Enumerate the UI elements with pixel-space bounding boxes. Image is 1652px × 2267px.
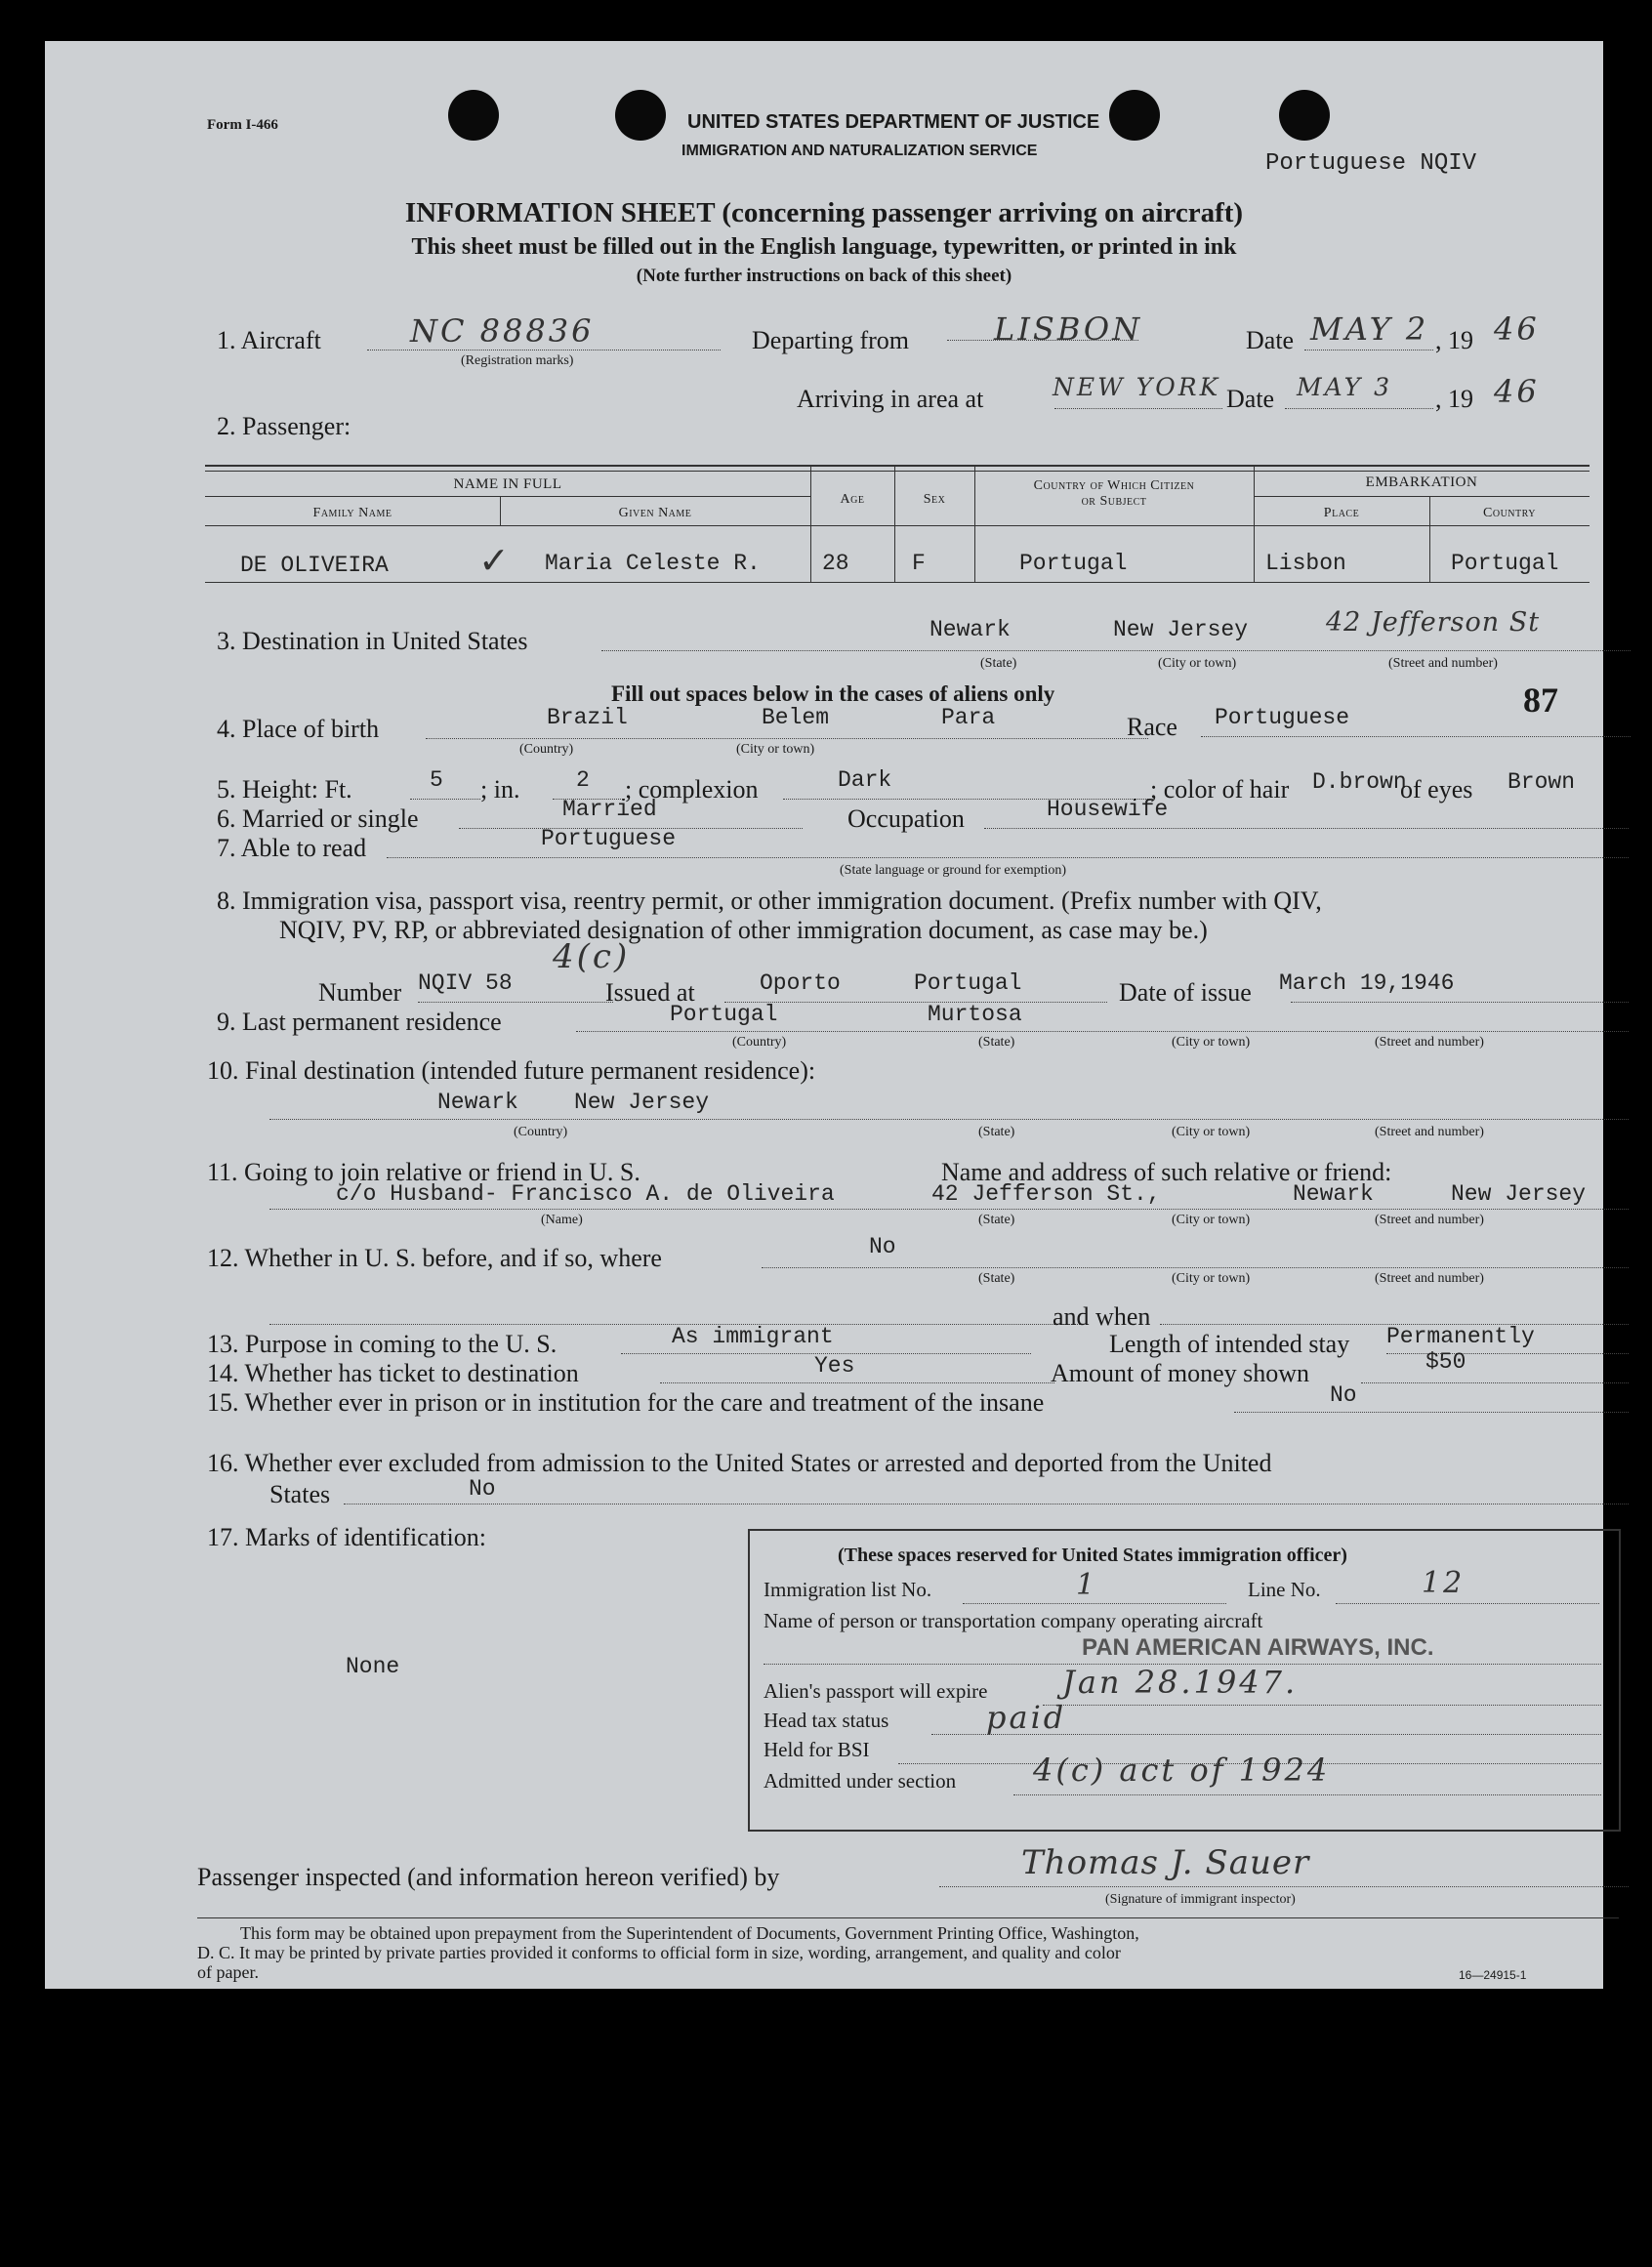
ticket-value: Yes: [814, 1353, 855, 1379]
document-annotation: 4(c): [553, 937, 631, 976]
instructions: This sheet must be filled out in the English language, typewritten, or printed in ink: [411, 234, 1237, 260]
stay-value: Permanently: [1386, 1324, 1535, 1349]
final-city: Newark: [437, 1090, 518, 1115]
eyes-label: of eyes: [1400, 775, 1473, 804]
read-caption: (State language or ground for exemption): [840, 863, 1067, 878]
head-tax-value: paid: [986, 1699, 1067, 1736]
excluded-label-line2: States: [269, 1480, 331, 1508]
caption-street: (Street and number): [1375, 1271, 1484, 1286]
hair-value: D.brown: [1312, 769, 1407, 795]
birthplace-label: 4. Place of birth: [217, 715, 380, 743]
previous-visit-value: No: [869, 1234, 896, 1259]
embarkation-place-value: Lisbon: [1265, 551, 1346, 576]
destination-city: New Jersey: [1113, 617, 1249, 642]
admitted-value: 4(c) act of 1924: [1033, 1752, 1331, 1789]
and-when-label: and when: [1053, 1302, 1151, 1331]
caption-state: (State): [980, 656, 1017, 671]
birth-country: Brazil: [547, 705, 628, 730]
corner-note: Portuguese NQIV: [1265, 150, 1477, 177]
destination-state: Newark: [929, 617, 1011, 642]
form-title: INFORMATION SHEET (concerning passenger arriving on aircraft): [404, 197, 1244, 228]
stay-label: Length of intended stay: [1109, 1330, 1350, 1358]
officer-box: [748, 1529, 1621, 1832]
age-value: 28: [822, 551, 849, 576]
operator-stamp: PAN AMERICAN AIRWAYS, INC.: [1082, 1634, 1434, 1661]
bsi-label: Held for BSI: [764, 1738, 870, 1761]
prison-value: No: [1330, 1382, 1357, 1408]
punch-hole: [1279, 90, 1330, 141]
race-label: Race: [1127, 713, 1177, 741]
line-number-label: Line No.: [1248, 1578, 1321, 1601]
operator-label: Name of person or transportation company operating aircraft: [764, 1609, 1263, 1632]
aircraft-label: 1. Aircraft: [217, 326, 321, 354]
punch-hole: [615, 90, 666, 141]
relative-city: Newark: [1293, 1181, 1374, 1207]
occupation-value: Housewife: [1047, 797, 1169, 822]
inspection-label: Passenger inspected (and information hereon verified) by: [197, 1863, 780, 1891]
caption-street: (Street and number): [1388, 656, 1498, 671]
caption-street: (Street and number): [1375, 1125, 1484, 1139]
form-number: Form I-466: [207, 117, 278, 133]
aircraft-value: NC 88836: [410, 312, 595, 350]
arrival-year: 46: [1494, 373, 1540, 410]
departure-date: MAY 2: [1310, 310, 1429, 348]
sex-value: F: [912, 551, 926, 576]
excluded-label: 16. Whether ever excluded from admission to the United States or arrested and deported from the United: [207, 1449, 1272, 1477]
marital-value: Married: [562, 797, 657, 822]
caption-city: (City or town): [1172, 1213, 1251, 1227]
citizen-value: Portugal: [1019, 551, 1128, 576]
departing-label: Departing from: [752, 326, 910, 354]
caption-street: (Street and number): [1375, 1035, 1484, 1050]
sex-header: Sex: [923, 492, 946, 507]
occupation-label: Occupation: [847, 804, 965, 833]
birth-state: Para: [941, 705, 996, 730]
footer-text-line2: D. C. It may be printed by private parties provided it conforms to official form in size, wording, arrangement, and quality and color: [197, 1943, 1121, 1962]
excluded-value: No: [469, 1476, 496, 1502]
list-number-label: Immigration list No.: [764, 1578, 932, 1601]
citizen-header: Country of Which Citizen: [1033, 478, 1195, 493]
name-in-full-header: NAME IN FULL: [453, 476, 562, 492]
ticket-label: 14. Whether has ticket to destination: [207, 1359, 579, 1387]
officer-box-heading: (These spaces reserved for United States immigration officer): [838, 1545, 1347, 1566]
caption-state: (State): [978, 1213, 1015, 1227]
embarkation-header: EMBARKATION: [1365, 474, 1478, 490]
issued-city: Oporto: [760, 970, 841, 996]
arrival-date-label: Date: [1226, 385, 1275, 413]
relative-address-label: Name and address of such relative or friend:: [941, 1158, 1392, 1186]
form-sheet: [45, 41, 1603, 1989]
relative-name: c/o Husband- Francisco A. de Oliveira: [336, 1181, 835, 1207]
inches-label: ; in.: [480, 775, 520, 804]
issue-date-label: Date of issue: [1119, 978, 1252, 1007]
money-label: Amount of money shown: [1051, 1359, 1310, 1387]
registration-caption: (Registration marks): [461, 353, 574, 368]
identification-value: None: [346, 1654, 400, 1679]
complexion-label: ; complexion: [625, 775, 759, 804]
read-value: Portuguese: [541, 826, 677, 851]
destination-street: 42 Jefferson St: [1326, 607, 1541, 638]
footer-code: 16—24915-1: [1459, 1968, 1527, 1982]
punch-hole: [1109, 90, 1160, 141]
arrival-date: MAY 3: [1297, 373, 1392, 401]
issued-country: Portugal: [914, 970, 1022, 996]
caption-country: (Country): [514, 1125, 568, 1139]
date-label: Date: [1246, 326, 1295, 354]
purpose-value: As immigrant: [672, 1324, 834, 1349]
hair-label: ; color of hair: [1150, 775, 1290, 804]
family-name-header: Family Name: [312, 506, 392, 520]
document-label-line2: NQIV, PV, RP, or abbreviated designation of other immigration document, as case may be.): [279, 916, 1208, 944]
height-inches: 2: [576, 767, 590, 793]
arriving-label: Arriving in area at: [797, 385, 984, 413]
complexion-value: Dark: [838, 767, 892, 793]
check-mark-icon: ✓: [478, 539, 513, 582]
given-name-value: Maria Celeste R.: [545, 551, 761, 576]
number-label: Number: [318, 978, 402, 1007]
line-number-value: 12: [1422, 1566, 1466, 1600]
passport-expiry-label: Alien's passport will expire: [764, 1679, 988, 1703]
relative-label: 11. Going to join relative or friend in U. S.: [207, 1158, 640, 1186]
service-name: IMMIGRATION AND NATURALIZATION SERVICE: [681, 143, 1038, 159]
caption-city: (City or town): [736, 742, 815, 757]
caption-city: (City or town): [1172, 1271, 1251, 1286]
document-number: NQIV 58: [418, 970, 513, 996]
footer-text: This form may be obtained upon prepayment from the Superintendent of Documents, Government Printing Office, Washington,: [240, 1923, 1139, 1943]
head-tax-label: Head tax status: [764, 1709, 889, 1732]
caption-state: (State): [978, 1125, 1015, 1139]
caption-country: (Country): [519, 742, 574, 757]
height-feet: 5: [430, 767, 443, 793]
signature-caption: (Signature of immigrant inspector): [1105, 1892, 1296, 1907]
footer-text-line3: of paper.: [197, 1962, 259, 1982]
marital-label: 6. Married or single: [217, 804, 419, 833]
issue-date: March 19,1946: [1279, 970, 1455, 996]
instructions-note: (Note further instructions on back of this sheet): [636, 266, 1012, 286]
citizen-header-line2: or Subject: [1081, 494, 1147, 509]
punch-hole: [448, 90, 499, 141]
caption-street: (Street and number): [1375, 1213, 1484, 1227]
document-label: 8. Immigration visa, passport visa, reentry permit, or other immigration document. (Prefix number with QIV,: [217, 886, 1322, 915]
identification-label: 17. Marks of identification:: [207, 1523, 486, 1551]
final-destination-label: 10. Final destination (intended future permanent residence):: [207, 1056, 816, 1085]
admitted-label: Admitted under section: [764, 1769, 957, 1793]
caption-city: (City or town): [1172, 1125, 1251, 1139]
birth-city: Belem: [762, 705, 830, 730]
arriving-value: NEW YORK: [1053, 373, 1221, 401]
money-value: $50: [1425, 1349, 1466, 1375]
read-label: 7. Able to read: [217, 834, 367, 862]
year-prefix: , 19: [1435, 326, 1473, 354]
departure-year: 46: [1494, 310, 1540, 348]
purpose-label: 13. Purpose in coming to the U. S.: [207, 1330, 558, 1358]
caption-name: (Name): [541, 1213, 583, 1227]
residence-label: 9. Last permanent residence: [217, 1008, 502, 1036]
country-header: Country: [1483, 506, 1536, 520]
caption-state: (State): [978, 1271, 1015, 1286]
aliens-heading: Fill out spaces below in the cases of aliens only: [611, 681, 1055, 706]
age-header: Age: [840, 492, 865, 507]
caption-city: (City or town): [1158, 656, 1237, 671]
caption-state: (State): [978, 1035, 1015, 1050]
eyes-value: Brown: [1507, 769, 1576, 795]
final-state: New Jersey: [574, 1090, 710, 1115]
destination-label: 3. Destination in United States: [217, 627, 528, 655]
caption-country: (Country): [732, 1035, 787, 1050]
height-label: 5. Height: Ft.: [217, 775, 352, 804]
place-header: Place: [1323, 506, 1360, 520]
relative-street: 42 Jefferson St.,: [931, 1181, 1161, 1207]
embarkation-country-value: Portugal: [1451, 551, 1559, 576]
passenger-label: 2. Passenger:: [217, 412, 351, 440]
caption-city: (City or town): [1172, 1035, 1251, 1050]
inspector-signature: Thomas J. Sauer: [1021, 1843, 1310, 1882]
prison-label: 15. Whether ever in prison or in institution for the care and treatment of the insane: [207, 1388, 1045, 1417]
departing-value: LISBON: [994, 310, 1143, 348]
family-name-value: DE OLIVEIRA: [240, 553, 389, 578]
list-number-value: 1: [1076, 1568, 1098, 1602]
department-name: UNITED STATES DEPARTMENT OF JUSTICE: [687, 111, 1100, 133]
passport-expiry-value: Jan 28.1947.: [1062, 1664, 1299, 1701]
sheet-number: 87: [1523, 680, 1558, 720]
residence-state: Murtosa: [928, 1002, 1022, 1027]
given-name-header: Given Name: [618, 506, 692, 520]
race-value: Portuguese: [1215, 705, 1350, 730]
issued-label: Issued at: [605, 978, 695, 1007]
relative-state: New Jersey: [1451, 1181, 1587, 1207]
residence-country: Portugal: [670, 1002, 778, 1027]
previous-visit-label: 12. Whether in U. S. before, and if so, where: [207, 1244, 662, 1272]
year-prefix: , 19: [1435, 385, 1473, 413]
